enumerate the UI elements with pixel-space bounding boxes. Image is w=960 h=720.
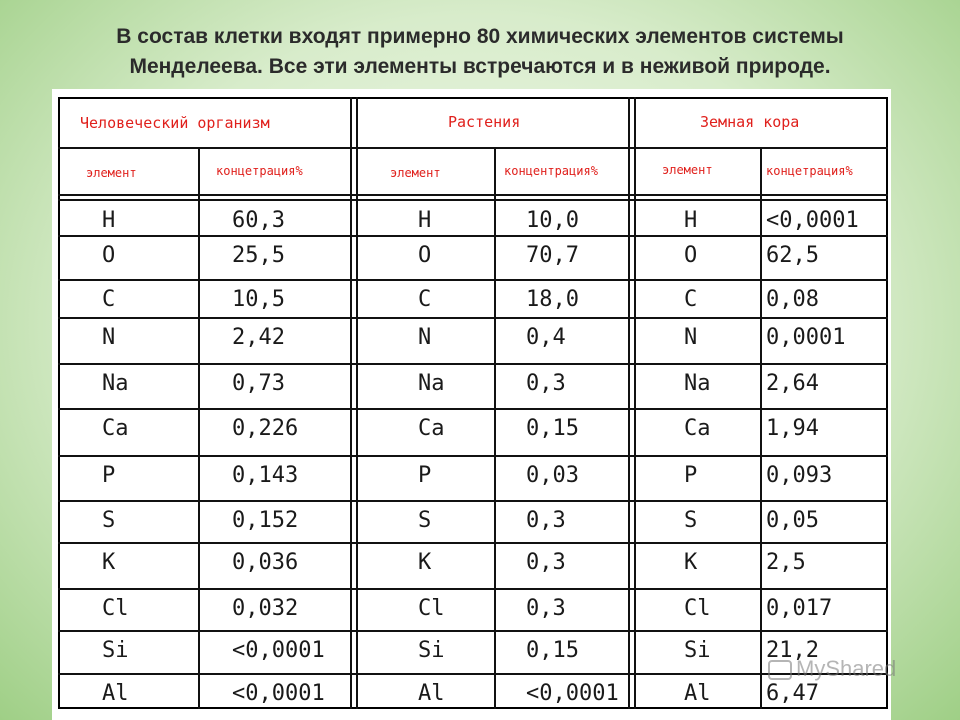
subheader-conc-2: концентрация%	[504, 164, 598, 178]
row-divider	[58, 542, 888, 544]
element-symbol-cell: H	[102, 208, 116, 233]
row-divider	[58, 630, 888, 632]
concentration-cell: 0,05	[766, 508, 819, 533]
watermark-text: MyShared	[796, 656, 897, 681]
concentration-cell: 18,0	[526, 287, 579, 312]
col-divider-1	[198, 147, 200, 709]
element-symbol-cell: N	[684, 325, 698, 350]
title-line-1: В состав клетки входят примерно 80 химических элементов системы	[116, 25, 844, 48]
concentration-cell: 0,0001	[766, 325, 846, 350]
element-symbol-cell: H	[418, 208, 432, 233]
concentration-cell: 0,032	[232, 596, 299, 621]
subheader-element-1: элемент	[86, 166, 137, 180]
concentration-cell: 70,7	[526, 243, 579, 268]
row-divider	[58, 408, 888, 410]
header-divider	[58, 147, 888, 149]
subheader-element-2: элемент	[390, 166, 441, 180]
concentration-cell: 0,73	[232, 371, 285, 396]
element-symbol-cell: Ca	[102, 416, 129, 441]
row-divider	[58, 455, 888, 457]
concentration-cell: 0,08	[766, 287, 819, 312]
element-symbol-cell: O	[418, 243, 432, 268]
concentration-cell: 0,036	[232, 550, 299, 575]
concentration-cell: 21,2	[766, 638, 819, 663]
group-divider-1b	[356, 97, 358, 709]
element-symbol-cell: P	[418, 463, 432, 488]
concentration-cell: 10,5	[232, 287, 285, 312]
element-symbol-cell: Na	[418, 371, 445, 396]
element-symbol-cell: C	[684, 287, 698, 312]
group-divider-2	[628, 97, 630, 709]
subheader-element-3: элемент	[662, 163, 713, 177]
element-symbol-cell: Na	[102, 371, 129, 396]
element-symbol-cell: O	[102, 243, 116, 268]
element-symbol-cell: Cl	[418, 596, 445, 621]
element-symbol-cell: N	[102, 325, 116, 350]
concentration-cell: 0,15	[526, 416, 579, 441]
element-symbol-cell: Si	[418, 638, 445, 663]
element-symbol-cell: H	[684, 208, 698, 233]
element-symbol-cell: K	[102, 550, 116, 575]
group-divider-2b	[634, 97, 636, 709]
element-symbol-cell: S	[418, 508, 432, 533]
concentration-cell: 0,093	[766, 463, 833, 488]
row-divider	[58, 317, 888, 319]
myshared-logo-icon	[768, 660, 792, 680]
element-symbol-cell: C	[102, 287, 116, 312]
slide-title	[0, 22, 960, 82]
concentration-cell: 2,5	[766, 550, 806, 575]
concentration-cell: 0,3	[526, 371, 566, 396]
element-symbol-cell: K	[418, 550, 432, 575]
group-divider-1	[350, 97, 352, 709]
row-divider	[58, 500, 888, 502]
element-symbol-cell: Al	[102, 681, 129, 706]
col-divider-3	[760, 147, 762, 709]
group-header-plants: Растения	[448, 113, 521, 131]
watermark	[768, 656, 896, 682]
row-divider	[58, 363, 888, 365]
title-line-2: Менделеева. Все эти элементы встречаются и в неживой природе.	[129, 55, 831, 78]
element-symbol-cell: S	[102, 508, 116, 533]
concentration-cell: 1,94	[766, 416, 819, 441]
element-symbol-cell: S	[684, 508, 698, 533]
element-symbol-cell: O	[684, 243, 698, 268]
element-symbol-cell: Ca	[684, 416, 711, 441]
group-header-crust: Земная кора	[700, 113, 800, 131]
concentration-cell: 0,017	[766, 596, 833, 621]
row-divider	[58, 235, 888, 237]
table-frame	[58, 97, 888, 709]
element-symbol-cell: N	[418, 325, 432, 350]
element-symbol-cell: Si	[684, 638, 711, 663]
concentration-cell: 0,3	[526, 550, 566, 575]
concentration-cell: 0,152	[232, 508, 299, 533]
concentration-cell: 0,4	[526, 325, 566, 350]
element-symbol-cell: Cl	[684, 596, 711, 621]
element-symbol-cell: Al	[418, 681, 445, 706]
concentration-cell: 0,03	[526, 463, 579, 488]
concentration-cell: 2,42	[232, 325, 285, 350]
concentration-cell: 0,143	[232, 463, 299, 488]
row-divider	[58, 673, 888, 675]
concentration-cell: 10,0	[526, 208, 579, 233]
concentration-cell: 60,3	[232, 208, 285, 233]
concentration-cell: 0,3	[526, 508, 566, 533]
subheader-conc-3: концетрация%	[766, 164, 853, 178]
element-symbol-cell: C	[418, 287, 432, 312]
row-divider	[58, 588, 888, 590]
col-divider-2	[494, 147, 496, 709]
header-bottom	[58, 194, 888, 196]
element-symbol-cell: Cl	[102, 596, 129, 621]
element-symbol-cell: P	[102, 463, 116, 488]
concentration-cell: 0,226	[232, 416, 299, 441]
element-symbol-cell: Na	[684, 371, 711, 396]
group-header-human: Человеческий организм	[80, 114, 270, 132]
concentration-cell: 2,64	[766, 371, 819, 396]
subheader-conc-1: концетрация%	[216, 164, 303, 178]
concentration-cell: <0,0001	[766, 208, 859, 233]
concentration-cell: <0,0001	[526, 681, 619, 706]
element-symbol-cell: Si	[102, 638, 129, 663]
concentration-cell: 6,47	[766, 681, 819, 706]
concentration-cell: 0,15	[526, 638, 579, 663]
concentration-cell: <0,0001	[232, 681, 325, 706]
concentration-cell: <0,0001	[232, 638, 325, 663]
element-symbol-cell: Ca	[418, 416, 445, 441]
body-top	[58, 199, 888, 201]
concentration-cell: 0,3	[526, 596, 566, 621]
element-symbol-cell: P	[684, 463, 698, 488]
concentration-cell: 25,5	[232, 243, 285, 268]
row-divider	[58, 279, 888, 281]
concentration-cell: 62,5	[766, 243, 819, 268]
element-symbol-cell: K	[684, 550, 698, 575]
element-table-image	[52, 89, 891, 720]
element-symbol-cell: Al	[684, 681, 711, 706]
